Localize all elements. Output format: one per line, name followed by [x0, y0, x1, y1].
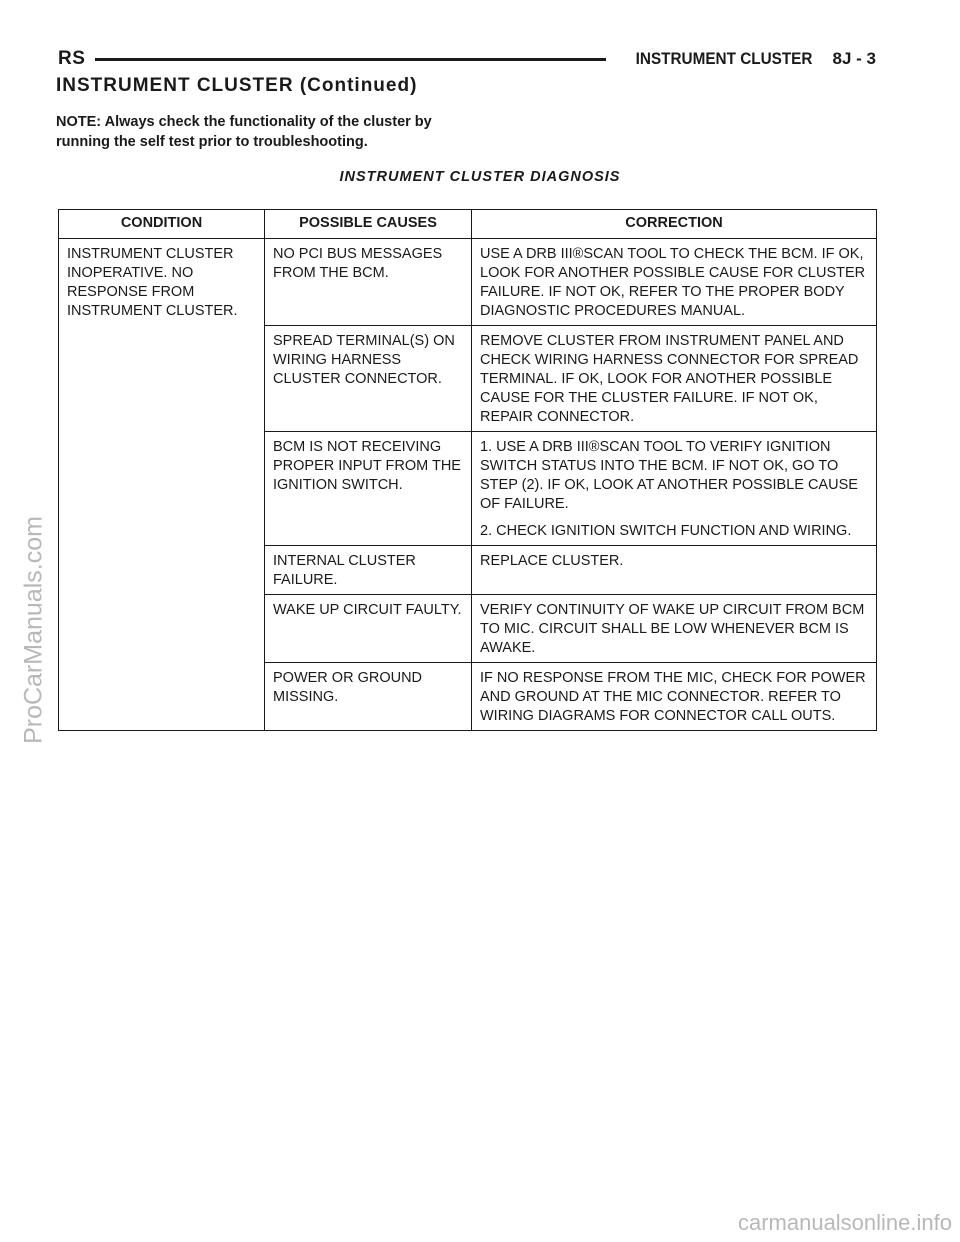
header-page-number: 8J - 3	[832, 49, 876, 68]
diagnosis-table	[58, 209, 877, 731]
correction-text: REMOVE CLUSTER FROM INSTRUMENT PANEL AND CHECK WIRING HARNESS CONNECTOR FOR SPREAD TERMINAL. IF OK, LOOK FOR ANOTHER POSSIBLE CAUSE FOR THE CLUSTER FAILURE. IF NOT OK, REPAIR CONNECTOR.	[480, 333, 859, 425]
cause-cell: POWER OR GROUND MISSING.	[265, 663, 472, 731]
cause-cell: SPREAD TERMINAL(S) ON WIRING HARNESS CLUSTER CONNECTOR.	[265, 326, 472, 432]
correction-cell	[472, 595, 877, 663]
correction-text: 2. CHECK IGNITION SWITCH FUNCTION AND WIRING.	[480, 523, 852, 539]
correction-cell	[472, 546, 877, 595]
header-condition: CONDITION	[59, 210, 265, 239]
side-watermark	[14, 460, 54, 800]
bottom-watermark: carmanualsonline.info	[737, 1210, 952, 1235]
header-correction: CORRECTION	[472, 210, 877, 239]
note-text: NOTE: Always check the functionality of the cluster by running the self test prior to troubleshooting.	[56, 114, 432, 150]
correction-cell	[472, 239, 877, 326]
cause-cell: INTERNAL CLUSTER FAILURE.	[265, 546, 472, 595]
correction-cell	[472, 663, 877, 731]
page-header	[58, 44, 876, 74]
cause-cell: BCM IS NOT RECEIVING PROPER INPUT FROM THE IGNITION SWITCH.	[265, 432, 472, 546]
table-header-row	[59, 210, 877, 239]
correction-text: 1. USE A DRB III®SCAN TOOL TO VERIFY IGNITION SWITCH STATUS INTO THE BCM. IF NOT OK, GO TO STEP (2). IF OK, LOOK AT ANOTHER POSSIBLE CAUSE OF FAILURE.	[480, 439, 858, 512]
header-title: INSTRUMENT CLUSTER	[635, 49, 813, 68]
header-rule	[95, 58, 606, 61]
correction-text: USE A DRB III®SCAN TOOL TO CHECK THE BCM. IF OK, LOOK FOR ANOTHER POSSIBLE CAUSE FOR CLUSTER FAILURE. IF NOT OK, REFER TO THE PROPER BODY DIAGNOSTIC PROCEDURES MANUAL.	[480, 246, 866, 319]
table-title: INSTRUMENT CLUSTER DIAGNOSIS	[339, 169, 621, 185]
header-possible-causes: POSSIBLE CAUSES	[265, 210, 472, 239]
header-section-code: RS	[58, 48, 86, 69]
section-title: INSTRUMENT CLUSTER (Continued)	[56, 75, 418, 96]
table-row	[59, 239, 877, 326]
correction-cell	[472, 432, 877, 546]
correction-text: VERIFY CONTINUITY OF WAKE UP CIRCUIT FROM BCM TO MIC. CIRCUIT SHALL BE LOW WHENEVER BCM IS AWAKE.	[480, 602, 865, 656]
cause-cell: NO PCI BUS MESSAGES FROM THE BCM.	[265, 239, 472, 326]
correction-text: IF NO RESPONSE FROM THE MIC, CHECK FOR POWER AND GROUND AT THE MIC CONNECTOR. REFER TO WIRING DIAGRAMS FOR CONNECTOR CALL OUTS.	[480, 670, 866, 724]
condition-cell: INSTRUMENT CLUSTER INOPERATIVE. NO RESPONSE FROM INSTRUMENT CLUSTER.	[59, 239, 265, 731]
correction-text: REPLACE CLUSTER.	[480, 553, 624, 569]
table-body	[59, 239, 877, 731]
cause-cell: WAKE UP CIRCUIT FAULTY.	[265, 595, 472, 663]
side-watermark-text: ProCarManuals.com	[19, 516, 48, 744]
correction-cell	[472, 326, 877, 432]
